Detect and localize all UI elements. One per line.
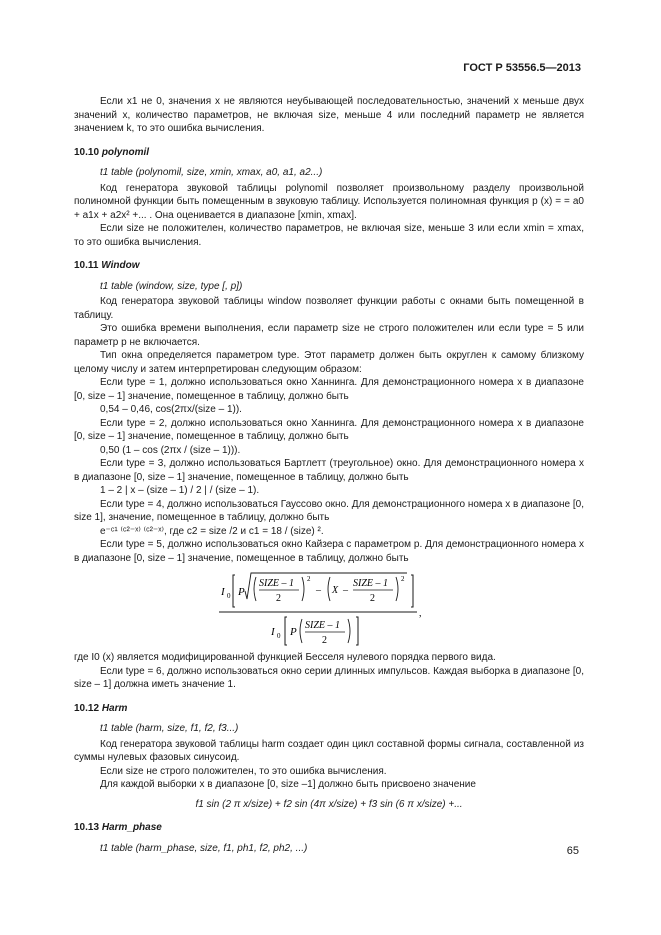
window-type-4: Если type = 4, должно использоваться Гауссово окно. Для демонстрационного номера x в диапазоне [0, size 1], значение, помещенное в таблицу, должно быть: [74, 498, 584, 523]
section-10-10-heading: 10.10 polynomil: [74, 146, 150, 158]
formula-den-paren-open: [300, 619, 302, 643]
intro-paragraph: Если x1 не 0, значения x не являются неубывающей последовательностью, значений x меньше двух значений x, количество параметров, не включая size, меньше 4 или последний параметр не является значением k, то это ошибка вычисления.: [74, 96, 584, 134]
window-type-6: Если type = 6, должно использоваться окно серии длинных импульсов. Каждая выборка в диапазоне [0, size – 1] должна иметь значение 1.: [74, 665, 584, 690]
formula-two: 2: [276, 593, 281, 604]
section-10-10-para-1: Код генератора звуковой таблицы polynomil позволяет произвольному разделу произвольной полиномной функции быть помещенным в звуковую таблицу. Используется полиномная функция p (x) = = a0 + a1x + a2x² +... . Она оценивается в диапазоне [xmin, xmax].: [74, 182, 584, 221]
window-type-2: Если type = 2, должно использоваться окно Ханнинга. Для демонстрационного номера x в диапазоне [0, size – 1] значение, помещенное в таблицу, должно быть: [74, 417, 584, 442]
formula-square-1: 2: [307, 575, 311, 583]
formula-paren-open: [254, 577, 256, 601]
formula-paren-open-2: [328, 577, 330, 601]
section-10-11-para-3: Тип окна определяется параметром type. Этот параметр должен быть округлен к самому близкому целому числу и затем интерпретирован следующим образом:: [74, 350, 584, 375]
section-10-12-para-3: Для каждой выборки x в диапазоне [0, size –1] должно быть присвоено значение: [100, 779, 476, 790]
section-10-13-signature: t1 table (harm_phase, size, f1, ph1, f2, ph2, ...): [100, 842, 308, 854]
page-body: [74, 95, 584, 857]
section-10-11-para-2: Это ошибка времени выполнения, если параметр size не строго положителен или если type = 5 или параметр p не включается.: [74, 323, 584, 348]
formula-den-size-minus-1: SIZE – 1: [305, 620, 340, 631]
formula-paren-close: [302, 577, 304, 601]
harm-formula: f1 sin (2 π x/size) + f2 sin (4π x/size) + f3 sin (6 π x/size) +...: [195, 798, 463, 810]
window-type-2-formula: 0,50 (1 – cos (2πx / (size – 1))).: [100, 444, 241, 456]
formula-i0-sub: 0: [227, 592, 231, 600]
formula-den-right-bracket: [356, 617, 358, 645]
section-10-10-signature: t1 table (polynomil, size, xmin, xmax, a0, a1, a2...): [100, 167, 323, 178]
formula-minus: –: [316, 585, 321, 596]
formula-den-i0: I: [271, 626, 275, 638]
formula-paren-close-2: [396, 577, 398, 601]
formula-den-two: 2: [322, 635, 327, 646]
window-type-3: Если type = 3, должно использоваться Бартлетт (треугольное) окно. Для демонстрационного номера x в диапазоне [0, size – 1] значение, помещенное в таблицу, должно быть: [74, 458, 584, 483]
formula-two-b: 2: [370, 593, 375, 604]
section-10-12-signature: t1 table (harm, size, f1, f2, f3...): [100, 723, 239, 734]
formula-i0: I: [221, 586, 225, 598]
window-type-1: Если type = 1, должно использоваться окно Ханнинга. Для демонстрационного номера x в диапазоне [0, size – 1] значение, помещенное в таблицу, должно быть: [74, 377, 584, 402]
section-10-13-heading: 10.13 Harm_phase: [74, 822, 162, 833]
section-10-12-para-1: Код генератора звуковой таблицы harm создает один цикл составной формы сигнала, составленной из суммы нулевых фазовых синусоид.: [74, 738, 584, 763]
formula-den-paren-close: [348, 619, 350, 643]
window-type-5: Если type = 5, должно использоваться окно Кайзера с параметром p. Для демонстрационного номера x в диапазоне [0, size – 1] значение, помещенное в таблицу, должно быть: [74, 539, 584, 564]
formula-den-i0-sub: 0: [277, 632, 281, 640]
formula-den-left-bracket: [285, 617, 287, 645]
formula-minus-2: –: [343, 585, 348, 596]
section-10-12-para-2: Если size не строго положителен, то это ошибка вычисления.: [100, 765, 387, 777]
section-10-11-heading: 10.11 Window: [74, 260, 140, 271]
formula-comma: ,: [419, 608, 422, 619]
kaiser-window-formula: [219, 569, 429, 647]
formula-den-p: P: [290, 626, 297, 638]
section-10-11-signature: t1 table (window, size, type [, p]): [100, 280, 243, 292]
formula-left-bracket: [233, 575, 235, 607]
formula-p: P: [238, 586, 245, 598]
section-10-11-para-1: Код генератора звуковой таблицы window позволяет функции работы с окнами быть помещенной в таблицу.: [74, 296, 584, 321]
bessel-note: где I0 (x) является модифицированной функцией Бесселя нулевого порядка первого вида.: [74, 652, 496, 663]
formula-right-bracket: [411, 575, 413, 607]
formula-square-2: 2: [401, 575, 405, 583]
formula-size-minus-1: SIZE – 1: [259, 578, 294, 589]
standard-header: ГОСТ Р 53556.5—2013: [463, 62, 581, 74]
window-type-3-formula: 1 – 2 | x – (size – 1) / 2 | / (size – 1).: [100, 485, 260, 496]
formula-size-minus-1-b: SIZE – 1: [353, 578, 388, 589]
section-10-10-para-2: Если size не положителен, количество параметров, не включая size, меньше 3 или если xmin = xmax, то это ошибка вычисления.: [74, 223, 584, 248]
window-type-4-formula: e⁻ᶜ¹ ⁽ᶜ²⁻ˣ⁾ ⁽ᶜ²⁻ˣ⁾, где c2 = size /2 и c1 = 18 / (size) ².: [100, 525, 324, 537]
window-type-1-formula: 0,54 – 0,46, cos(2πx/(size – 1)).: [100, 404, 242, 415]
page-number: 65: [566, 845, 579, 857]
formula-x: X: [332, 585, 339, 596]
section-10-12-heading: 10.12 Harm: [74, 702, 128, 714]
